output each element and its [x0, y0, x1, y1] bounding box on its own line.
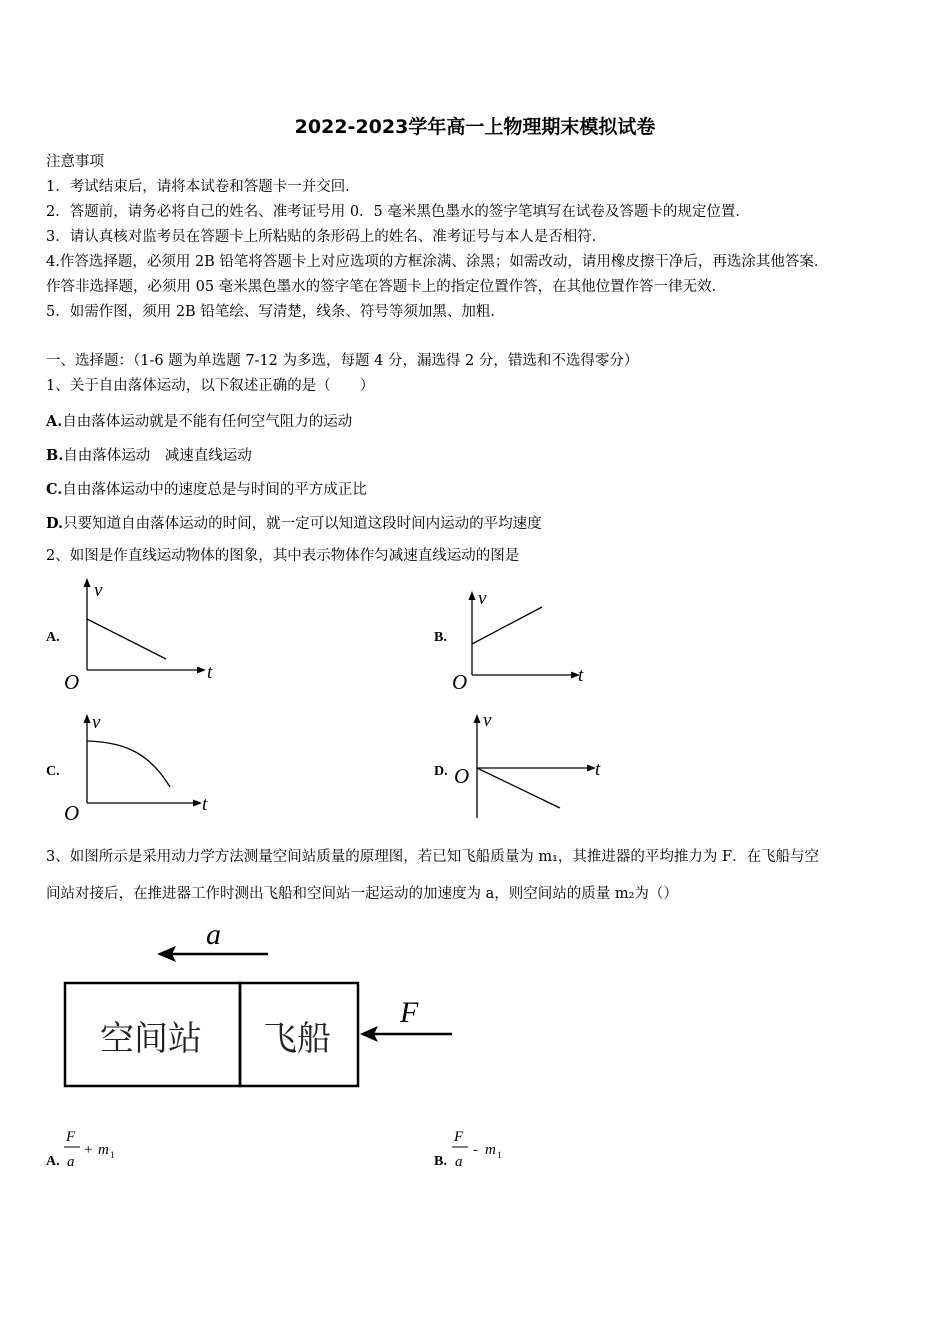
origin-label: O — [452, 670, 468, 694]
q2-option-a-label: A. — [46, 630, 60, 645]
q2-graph-d — [448, 708, 608, 822]
formula-denominator: a — [455, 1154, 463, 1170]
origin-label: O — [64, 670, 80, 694]
force-label: F — [400, 996, 419, 1029]
q3-option-a-formula — [62, 1124, 132, 1174]
notice-item: 3．请认真核对监考员在答题卡上所粘贴的条形码上的姓名、准考证号与本人是否相符． — [46, 229, 607, 245]
notice-item: 2．答题前，请务必将自己的姓名、准考证号用 0．5 毫米黑色墨水的签字笔填写在试卷及答题卡的规定位置． — [46, 204, 750, 220]
section-heading: 一、选择题：（1-6 题为单选题 7-12 为多选，每题 4 分，漏选得 2 分，错选和不选得零分） — [46, 353, 639, 369]
q3-option-a-label: A. — [46, 1154, 60, 1169]
notice-item: 1．考试结束后，请将本试卷和答题卡一并交回． — [46, 179, 360, 195]
axis-v-label: v — [94, 580, 103, 601]
notice-item: 作答非选择题，必须用 05 毫米黑色墨水的签字笔在答题卡上的指定位置作答，在其他位置作答一律无效． — [46, 279, 727, 295]
origin-label: O — [454, 764, 470, 788]
axis-v-label: v — [92, 712, 101, 733]
q1-option-a: A.自由落体运动就是不能有任何空气阻力的运动 — [46, 413, 353, 430]
q1-option-c: C.自由落体运动中的速度总是与时间的平方成正比 — [46, 481, 367, 498]
q3-option-b-formula — [450, 1124, 520, 1174]
q1-option-b: B.自由落体运动 减速直线运动 — [46, 447, 252, 464]
question-stem-1: 1、关于自由落体运动，以下叙述正确的是（ ） — [46, 378, 375, 394]
q2-option-b-label: B. — [434, 630, 447, 645]
q1-option-d: D.只要知道自由落体运动的时间，就一定可以知道这段时间内运动的平均速度 — [46, 515, 542, 532]
q2-graph-b — [448, 586, 598, 696]
question-stem-2: 2、如图是作直线运动物体的图象，其中表示物体作匀减速直线运动的图是 — [46, 548, 520, 564]
notice-item: 4.作答选择题，必须用 2B 铅笔将答题卡上对应选项的方框涂满、涂黑；如需改动，请用橡皮擦干净后，再选涂其他答案． — [46, 254, 829, 270]
q2-graph-a — [60, 576, 220, 694]
axis-t-label: t — [207, 662, 213, 683]
axis-t-label: t — [202, 794, 208, 815]
accel-label: a — [206, 920, 221, 951]
q2-option-d-label: D. — [434, 764, 448, 779]
formula-mass: m — [485, 1142, 496, 1158]
formula-mass: m — [98, 1142, 109, 1158]
question-stem-3-line2: 间站对接后，在推进器工作时测出飞船和空间站一起运动的加速度为 a，则空间站的质量 m₂为（） — [46, 886, 678, 902]
notice-heading: 注意事项 — [46, 154, 104, 170]
q3-diagram — [60, 920, 460, 1092]
notice-item: 5．如需作图，须用 2B 铅笔绘、写清楚，线条、符号等须加黑、加粗． — [46, 304, 505, 320]
formula-operator: - — [473, 1142, 478, 1158]
axis-v-label: v — [483, 710, 492, 731]
axis-t-label: t — [595, 759, 601, 780]
station-label: 空间站 — [100, 1021, 202, 1058]
ship-label: 飞船 — [263, 1021, 331, 1058]
q2-option-c-label: C. — [46, 764, 60, 779]
formula-denominator: a — [67, 1154, 75, 1170]
axis-t-label: t — [578, 665, 584, 686]
q3-option-b-label: B. — [434, 1154, 447, 1169]
formula-numerator: F — [66, 1129, 76, 1145]
formula-subscript: 1 — [497, 1150, 502, 1160]
formula-numerator: F — [454, 1129, 464, 1145]
q2-graph-c — [60, 710, 220, 825]
formula-operator: + — [84, 1142, 93, 1158]
question-stem-3-line1: 3、如图所示是采用动力学方法测量空间站质量的原理图，若已知飞船质量为 m₁，其推进器的平均推力为 F．在飞船与空 — [46, 849, 820, 865]
axis-v-label: v — [478, 588, 487, 609]
formula-subscript: 1 — [110, 1150, 115, 1160]
origin-label: O — [64, 801, 80, 825]
page-title: 2022-2023学年高一上物理期末模拟试卷 — [294, 116, 656, 138]
